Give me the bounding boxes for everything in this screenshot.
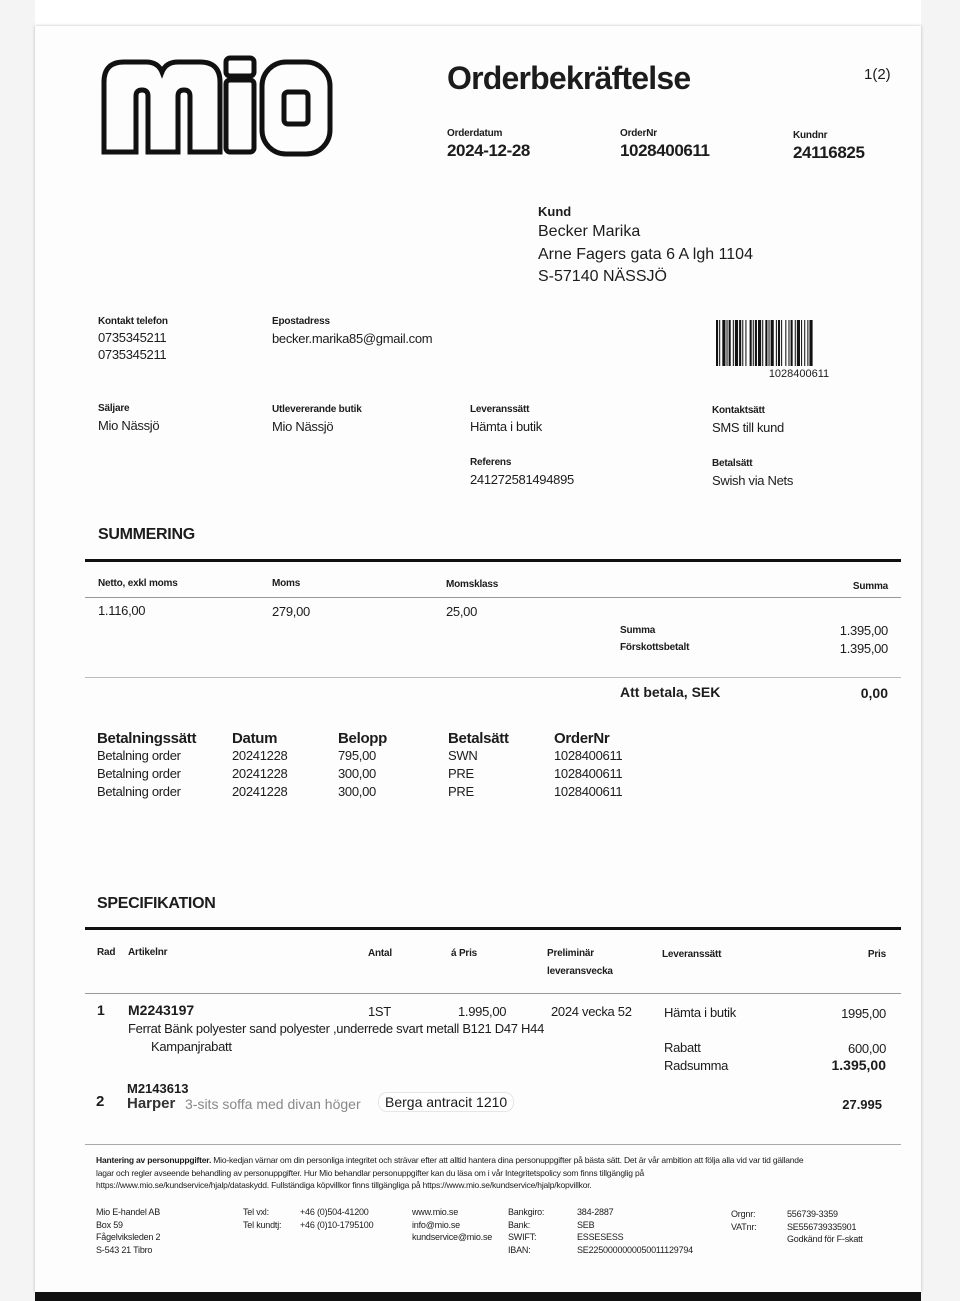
col-summa: Summa [852, 581, 888, 592]
barcode-bar [765, 320, 767, 366]
phone-1: 0735345211 [98, 330, 167, 345]
privacy-line-2: lagar och regler avseende behandling av personuppgifter. Hur Mio behandlar personuppgifter kan du läsa om i vår Integritetspolicy som finns tillgänglig på [96, 1167, 645, 1178]
footer-line: 556739-3359 [787, 1209, 838, 1219]
page-number: 1(2) [864, 66, 891, 83]
footer-org-values [787, 1208, 863, 1246]
footer-line: +46 (0)10-1795100 [300, 1219, 374, 1230]
ordernr-value: 1028400611 [620, 141, 710, 160]
barcode-bar [753, 320, 754, 366]
email-value: becker.marika85@gmail.com [272, 331, 433, 346]
saljare-value: Mio Nässjö [98, 418, 160, 433]
footer-line: Bank: [508, 1219, 531, 1230]
footer-line: Tel vxl: [243, 1207, 269, 1217]
payment-cell: 795,00 [338, 748, 376, 763]
summering-bottom-rule [85, 677, 901, 678]
payment-cell: PRE [448, 766, 474, 781]
payment-col-betalsatt [448, 730, 509, 801]
utlev-value: Mio Nässjö [272, 419, 334, 434]
item2-name: Harper [127, 1095, 176, 1112]
momsklass-value: 25,00 [446, 604, 478, 619]
footer-line: SWIFT: [508, 1232, 537, 1242]
referens-label: Referens [470, 457, 512, 468]
payment-col-datum [232, 730, 287, 801]
phone-2: 0735345211 [98, 347, 167, 362]
footer-rule [85, 1144, 901, 1145]
col-antal: Antal [368, 948, 393, 959]
col-preliminar: Preliminär [547, 948, 594, 959]
item1-leveranssatt: Hämta i butik [664, 1005, 736, 1020]
barcode-bar [755, 320, 757, 366]
barcode-bar [776, 320, 777, 366]
barcode-bar [758, 320, 761, 366]
payment-cell: PRE [448, 784, 474, 799]
footer-web [412, 1206, 492, 1244]
payment-cell: 1028400611 [554, 784, 623, 799]
footer-bank-values [577, 1206, 693, 1256]
order-barcode [716, 320, 882, 366]
payment-cell: 300,00 [338, 784, 376, 799]
privacy-heading: Hantering av personuppgifter. [96, 1155, 212, 1165]
saljare-label: Säljare [98, 403, 130, 414]
barcode-bar [742, 320, 743, 366]
payment-cell: Betalning order [97, 748, 181, 763]
right-gutter [921, 0, 960, 1301]
barcode-bar [769, 320, 770, 366]
privacy-line-3: https://www.mio.se/kundservice/hjalp/dataskydd. Fullständiga köpvillkor finns tillgängliga på https://www.mio.se/kundservice/hjalp/kopvillkor. [96, 1180, 592, 1190]
col-leveransvecka: leveransvecka [547, 966, 613, 977]
footer-line: Bankgiro: [508, 1207, 545, 1217]
footer-line: www.mio.se [412, 1207, 459, 1217]
item2-artikelnr: M2143613 [127, 1081, 189, 1096]
footer-line: SE556739335901 [787, 1221, 857, 1232]
payment-header: Belopp [338, 730, 388, 747]
utlev-label: Utlevererande butik [272, 404, 362, 415]
specifikation-title: SPECIFIKATION [97, 895, 216, 912]
item1-radsumma-label: Radsumma [664, 1058, 729, 1073]
item1-antal: 1ST [368, 1004, 391, 1019]
item2-rad: 2 [96, 1093, 105, 1110]
item1-pris: 1995,00 [841, 1006, 886, 1021]
item2-description: 3-sits soffa med divan höger [185, 1096, 361, 1112]
col-moms: Moms [272, 578, 301, 589]
summa-value: 1.395,00 [839, 623, 888, 638]
footer-line: Box 59 [96, 1219, 123, 1230]
barcode-bar [722, 320, 725, 366]
kontaktsatt-label: Kontaktsätt [712, 405, 765, 416]
spec-header-rule [85, 993, 901, 994]
kund-label: Kund [538, 204, 572, 219]
barcode-bar [795, 320, 796, 366]
document-title: Orderbekräftelse [447, 60, 691, 96]
netto-value: 1.116,00 [98, 603, 146, 618]
footer-line: info@mio.se [412, 1219, 460, 1230]
barcode-bar [739, 320, 741, 366]
summering-header-rule [85, 597, 901, 598]
payment-cell: 300,00 [338, 766, 376, 781]
mio-logo [96, 52, 336, 160]
logo-text: mio [96, 52, 98, 53]
customer-name: Becker Marika [538, 223, 641, 240]
col-apris: á Pris [451, 948, 478, 959]
footer-line: SEB [577, 1219, 595, 1230]
footer-bank-labels [508, 1206, 544, 1256]
item1-rabatt-label: Rabatt [664, 1040, 701, 1055]
item1-rad: 1 [97, 1002, 105, 1018]
barcode-bar [745, 320, 746, 366]
footer-line: SE2250000000050011129794 [577, 1244, 693, 1255]
payment-header: OrderNr [554, 730, 610, 747]
footer-line: ESSESESS [577, 1232, 624, 1242]
col-momsklass: Momsklass [446, 579, 499, 590]
barcode-bar [727, 320, 728, 366]
referens-value: 241272581494895 [470, 472, 574, 487]
payment-header: Betalsätt [448, 730, 509, 747]
kundnr-label: Kundnr [793, 130, 828, 141]
summering-title: SUMMERING [98, 526, 195, 543]
item1-description: Ferrat Bänk polyester sand polyester ,underrede svart metall B121 D47 H44 [128, 1021, 544, 1036]
footer-line: VATnr: [731, 1221, 757, 1232]
customer-street: Arne Fagers gata 6 A lgh 1104 [538, 246, 753, 263]
barcode-bar [778, 320, 780, 366]
payment-cell: 20241228 [232, 748, 288, 763]
item1-radsumma: 1.395,00 [831, 1057, 886, 1073]
payment-cell: 1028400611 [554, 766, 623, 781]
footer-line: kundservice@mio.se [412, 1232, 493, 1242]
col-pris: Pris [867, 949, 886, 960]
item2-pris: 27.995 [842, 1097, 882, 1112]
payment-cell: Betalning order [97, 784, 181, 799]
footer-tel-values [300, 1206, 373, 1231]
barcode-number: 1028400611 [768, 368, 830, 380]
payment-header: Datum [232, 730, 278, 747]
barcode-bar [801, 320, 802, 366]
barcode-bar [771, 320, 774, 366]
barcode-bar [750, 320, 752, 366]
barcode-bar [809, 320, 812, 366]
summering-top-rule [85, 559, 901, 562]
barcode-bar [785, 320, 786, 366]
footer-line: Orgnr: [731, 1209, 756, 1219]
item2-variant-chip: Berga antracit 1210 [378, 1092, 514, 1112]
payment-col-ordernr [554, 730, 622, 801]
leveranssatt-label: Leveranssätt [470, 404, 530, 415]
footer-line: S-543 21 Tibro [96, 1244, 153, 1255]
footer-line: IBAN: [508, 1244, 531, 1255]
payment-header: Betalningssätt [97, 730, 197, 747]
barcode-bar [807, 320, 808, 366]
barcode-bar [716, 320, 718, 366]
payment-cell: Betalning order [97, 766, 181, 781]
betalsatt-value: Swish via Nets [712, 473, 794, 488]
moms-value: 279,00 [272, 604, 310, 619]
barcode-bar [762, 320, 763, 366]
kontaktsatt-value: SMS till kund [712, 420, 784, 435]
barcode-bar [733, 320, 734, 366]
col-netto: Netto, exkl moms [98, 578, 178, 589]
orderdatum-label: Orderdatum [447, 128, 503, 139]
betalsatt-label: Betalsätt [712, 458, 753, 469]
item1-artikelnr: M2243197 [128, 1002, 195, 1018]
footer-org-labels [731, 1208, 756, 1233]
att-betala-value: 0,00 [860, 685, 888, 701]
email-label: Epostadress [272, 316, 330, 327]
leveranssatt-value: Hämta i butik [470, 419, 542, 434]
payment-cell: SWN [448, 748, 478, 763]
footer-line: 384-2887 [577, 1207, 614, 1217]
phone-label: Kontakt telefon [98, 316, 168, 327]
orderdatum-value: 2024-12-28 [447, 141, 530, 160]
item1-vecka: 2024 vecka 52 [551, 1004, 632, 1019]
footer-company [96, 1206, 160, 1256]
footer-line: Godkänd för F-skatt [787, 1234, 863, 1244]
customer-city: S-57140 NÄSSJÖ [538, 268, 667, 285]
forskott-label: Förskottsbetalt [620, 642, 690, 653]
item1-campaign: Kampanjrabatt [151, 1039, 232, 1054]
spec-top-rule [85, 927, 901, 930]
barcode-bar [791, 320, 793, 366]
payment-cell: 20241228 [232, 784, 288, 799]
barcode-bar [719, 320, 720, 366]
summa-label: Summa [620, 625, 656, 636]
barcode-bar [788, 320, 789, 366]
forskott-value: 1.395,00 [839, 641, 888, 656]
privacy-notice [96, 1154, 896, 1192]
barcode-bar [729, 320, 731, 366]
ordernr-label: OrderNr [620, 128, 657, 139]
payment-col-betalningssatt [97, 730, 196, 801]
col-leveranssatt: Leveranssätt [662, 949, 722, 960]
left-gutter [0, 0, 35, 1301]
footer-line: +46 (0)504-41200 [300, 1207, 369, 1217]
col-rad: Rad [97, 947, 116, 958]
item1-apris: 1.995,00 [458, 1004, 507, 1019]
payment-cell: 1028400611 [554, 748, 623, 763]
col-artikelnr: Artikelnr [128, 947, 168, 958]
footer-line: Mio E-handel AB [96, 1207, 161, 1217]
barcode-bar [735, 320, 738, 366]
att-betala-label: Att betala, SEK [620, 684, 721, 700]
footer-tel-labels [243, 1206, 281, 1231]
payment-col-belopp [338, 730, 387, 801]
payment-cell: 20241228 [232, 766, 288, 781]
barcode-bar [781, 320, 782, 366]
bottom-edge-bar [35, 1292, 921, 1301]
footer-line: Tel kundtj: [243, 1219, 282, 1230]
barcode-bar [797, 320, 800, 366]
footer-line: Fågelviksleden 2 [96, 1232, 161, 1242]
item1-rabatt: 600,00 [848, 1041, 886, 1056]
barcode-bar [804, 320, 805, 366]
privacy-line-1: Mio-kedjan värnar om din personliga integritet och strävar efter att alltid hantera dina personuppgifter på bästa sätt. Det är vår ambition att följa alla vid var tid gällande [211, 1155, 804, 1165]
kundnr-value: 24116825 [793, 143, 865, 162]
